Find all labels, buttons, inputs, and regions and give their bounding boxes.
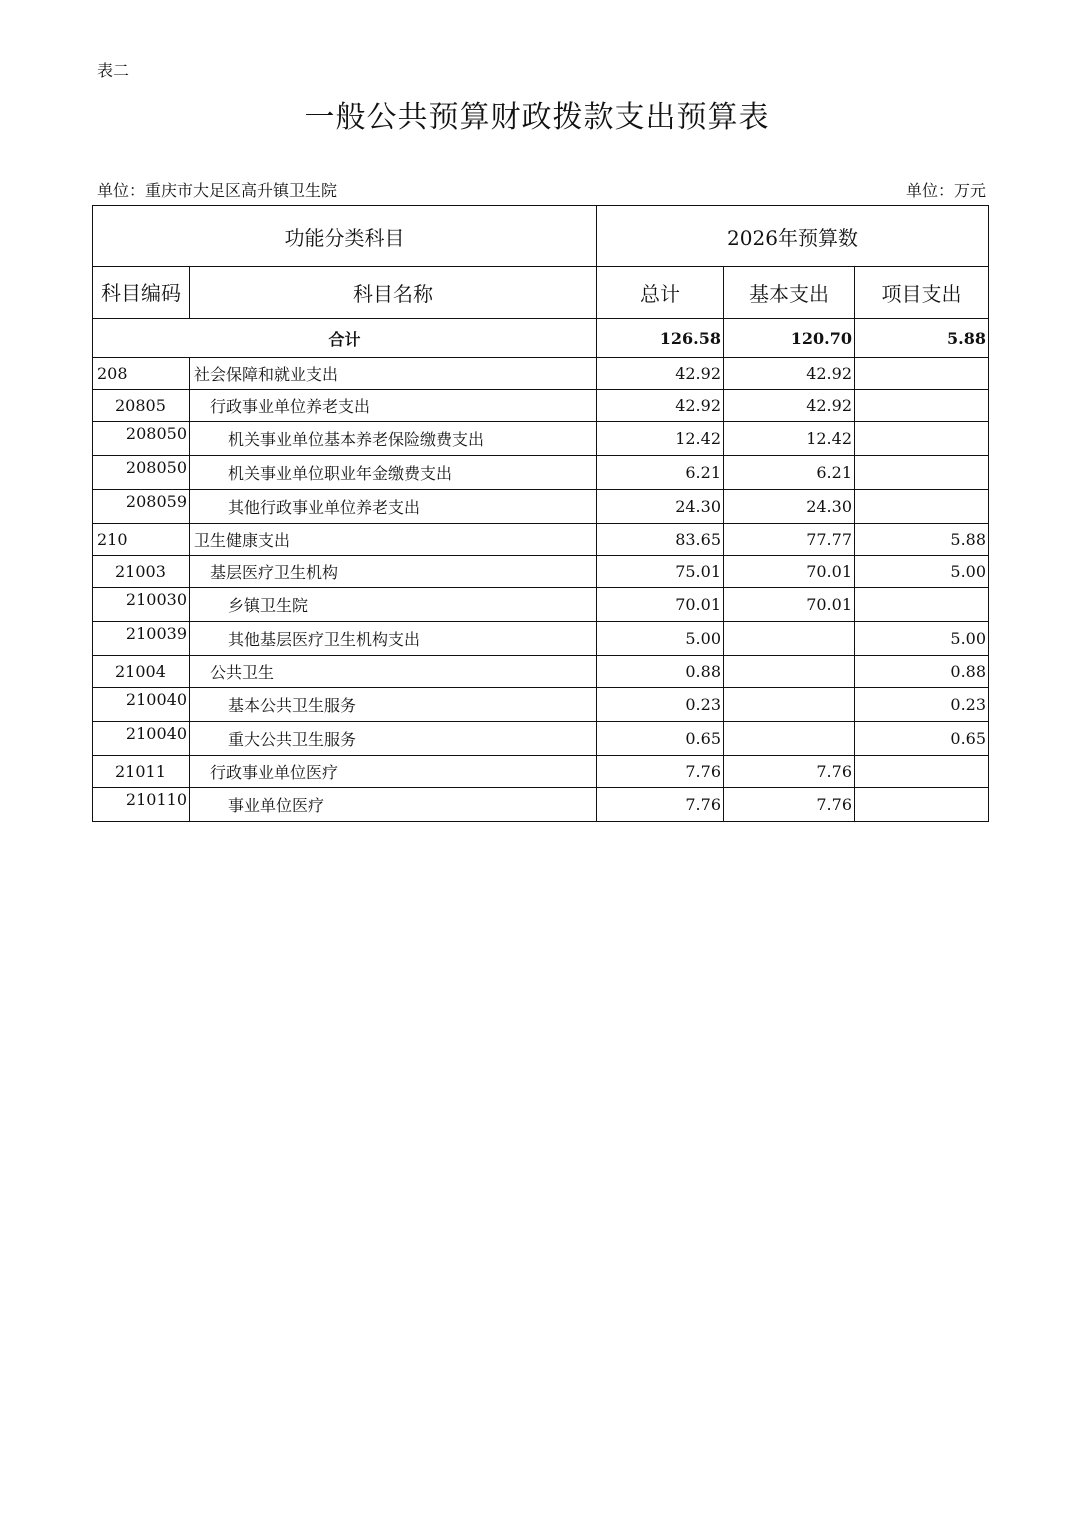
row-project: 5.00: [855, 556, 989, 588]
row-total: 7.76: [597, 788, 724, 822]
row-code: 21003: [93, 556, 190, 588]
row-name: 其他行政事业单位养老支出: [190, 490, 597, 524]
row-code: 210039: [93, 622, 190, 656]
row-basic: [724, 722, 855, 756]
row-total: 24.30: [597, 490, 724, 524]
row-basic: 42.92: [724, 358, 855, 390]
row-code: 210040: [93, 722, 190, 756]
total-label: 合计: [93, 319, 597, 358]
page-title: 一般公共预算财政拨款支出预算表: [304, 100, 770, 135]
row-total: 70.01: [597, 588, 724, 622]
row-code: 210110: [93, 788, 190, 822]
row-total: 83.65: [597, 524, 724, 556]
total-basic: 120.70: [724, 319, 855, 358]
header-code: 科目编码: [93, 267, 190, 319]
table-row: [93, 722, 989, 756]
row-code: 210040: [93, 688, 190, 722]
row-name: 行政事业单位医疗: [190, 756, 597, 788]
header-year-budget: 2026年预算数: [597, 206, 989, 267]
table-row: [93, 556, 989, 588]
row-basic: [724, 622, 855, 656]
table-row: [93, 688, 989, 722]
row-basic: 12.42: [724, 422, 855, 456]
table-row: [93, 456, 989, 490]
header-row-1: [93, 206, 989, 267]
row-name: 机关事业单位职业年金缴费支出: [190, 456, 597, 490]
row-code: 21011: [93, 756, 190, 788]
row-total: 42.92: [597, 358, 724, 390]
row-project: [855, 358, 989, 390]
table-row: [93, 358, 989, 390]
row-code: 20805: [93, 390, 190, 422]
row-project: [855, 588, 989, 622]
row-code: 208050: [93, 456, 190, 490]
row-total: 42.92: [597, 390, 724, 422]
table-number: 表二: [97, 61, 130, 80]
row-total: 0.65: [597, 722, 724, 756]
unit-organization: 单位：重庆市大足区高升镇卫生院: [97, 181, 338, 200]
row-total: 5.00: [597, 622, 724, 656]
table-row: [93, 788, 989, 822]
row-project: [855, 390, 989, 422]
total-row: [93, 319, 989, 358]
row-basic: 42.92: [724, 390, 855, 422]
row-name: 行政事业单位养老支出: [190, 390, 597, 422]
row-name: 基层医疗卫生机构: [190, 556, 597, 588]
row-project: [855, 456, 989, 490]
row-total: 12.42: [597, 422, 724, 456]
row-basic: 7.76: [724, 756, 855, 788]
row-project: [855, 422, 989, 456]
table-row: [93, 622, 989, 656]
row-project: [855, 756, 989, 788]
row-name: 卫生健康支出: [190, 524, 597, 556]
row-code: 208059: [93, 490, 190, 524]
budget-table: [92, 205, 989, 822]
row-name: 社会保障和就业支出: [190, 358, 597, 390]
row-project: [855, 490, 989, 524]
table-row: [93, 422, 989, 456]
row-basic: [724, 656, 855, 688]
row-code: 210030: [93, 588, 190, 622]
header-row-2: [93, 267, 989, 319]
header-project: 项目支出: [855, 267, 989, 319]
table-row: [93, 656, 989, 688]
header-name: 科目名称: [190, 267, 597, 319]
row-total: 7.76: [597, 756, 724, 788]
row-basic: 24.30: [724, 490, 855, 524]
header-total: 总计: [597, 267, 724, 319]
row-total: 0.88: [597, 656, 724, 688]
row-project: 0.65: [855, 722, 989, 756]
table-row: [93, 490, 989, 524]
row-code: 210: [93, 524, 190, 556]
row-name: 乡镇卫生院: [190, 588, 597, 622]
unit-currency: 单位：万元: [905, 181, 986, 200]
row-total: 6.21: [597, 456, 724, 490]
row-code: 208050: [93, 422, 190, 456]
row-project: [855, 788, 989, 822]
row-name: 重大公共卫生服务: [190, 722, 597, 756]
table-row: [93, 588, 989, 622]
row-project: 0.23: [855, 688, 989, 722]
row-basic: 70.01: [724, 556, 855, 588]
header-basic: 基本支出: [724, 267, 855, 319]
table-row: [93, 390, 989, 422]
row-basic: 6.21: [724, 456, 855, 490]
row-name: 事业单位医疗: [190, 788, 597, 822]
row-project: 5.00: [855, 622, 989, 656]
row-name: 机关事业单位基本养老保险缴费支出: [190, 422, 597, 456]
row-basic: 77.77: [724, 524, 855, 556]
row-code: 21004: [93, 656, 190, 688]
total-amount: 126.58: [597, 319, 724, 358]
row-code: 208: [93, 358, 190, 390]
table-row: [93, 756, 989, 788]
row-total: 0.23: [597, 688, 724, 722]
row-basic: 7.76: [724, 788, 855, 822]
row-basic: [724, 688, 855, 722]
total-project: 5.88: [855, 319, 989, 358]
row-project: 5.88: [855, 524, 989, 556]
row-total: 75.01: [597, 556, 724, 588]
row-name: 公共卫生: [190, 656, 597, 688]
row-name: 其他基层医疗卫生机构支出: [190, 622, 597, 656]
row-name: 基本公共卫生服务: [190, 688, 597, 722]
row-project: 0.88: [855, 656, 989, 688]
row-basic: 70.01: [724, 588, 855, 622]
header-func-class: 功能分类科目: [93, 206, 597, 267]
table-row: [93, 524, 989, 556]
